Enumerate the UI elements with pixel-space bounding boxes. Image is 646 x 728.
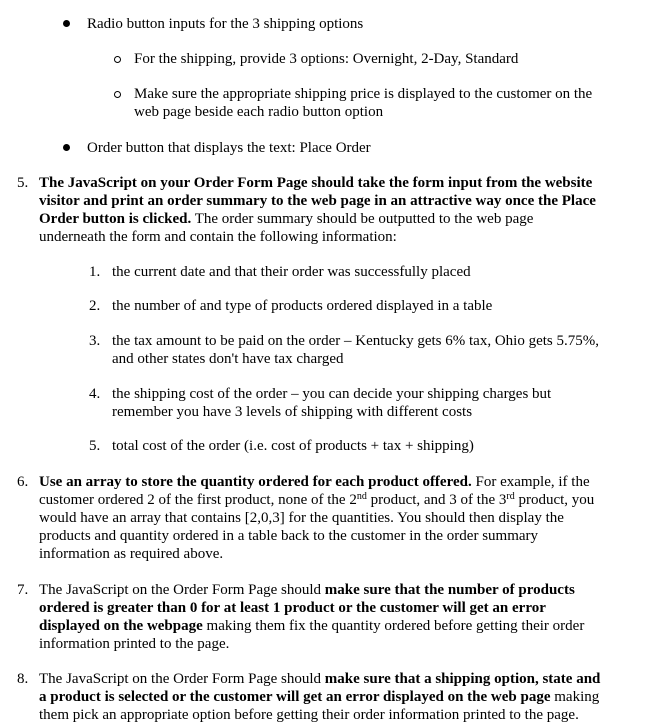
bullet-radio-text: Radio button inputs for the 3 shipping options <box>87 16 364 32</box>
sub-item-text: the current date and that their order was successfully placed <box>112 264 471 280</box>
item6-line5: information as required above. <box>39 546 224 562</box>
sub-item-number: 3. <box>89 333 101 349</box>
sub-item-number: 2. <box>89 298 101 314</box>
item5-line4: underneath the form and contain the following information: <box>39 229 397 245</box>
item8-line2: a product is selected or the customer will get an error displayed on the web page making <box>39 689 600 705</box>
sub-item-text: the tax amount to be paid on the order – Kentucky gets 6% tax, Ohio gets 5.75%, <box>112 333 599 349</box>
bullet-shipping-price-line2: web page beside each radio button option <box>134 104 384 120</box>
item5-line2: visitor and print an order summary to the web page in an attractive way once the Place <box>39 193 596 209</box>
item7-line1: The JavaScript on the Order Form Page should make sure that the number of products <box>39 582 575 598</box>
bullet-circle-icon <box>114 91 121 98</box>
item7-line3: displayed on the webpage making them fix the quantity ordered before getting their order <box>39 618 585 634</box>
item7-line4: information printed to the page. <box>39 636 230 652</box>
item-number: 5. <box>17 175 29 191</box>
bullet-disc-icon <box>63 20 70 27</box>
sub-item-number: 1. <box>89 264 101 280</box>
item7-line2: ordered is greater than 0 for at least 1 product or the customer will get an error <box>39 600 546 616</box>
item5-line3: Order button is clicked. The order summary should be outputted to the web page <box>39 211 534 227</box>
bullet-disc-icon <box>63 144 70 151</box>
sub-item-number: 4. <box>89 386 101 402</box>
sub-item-text: the shipping cost of the order – you can decide your shipping charges but <box>112 386 552 402</box>
sub-item-text: the number of and type of products ordered displayed in a table <box>112 298 493 314</box>
item8-line1: The JavaScript on the Order Form Page should make sure that a shipping option, state and <box>39 671 601 687</box>
sub-item-number: 5. <box>89 438 101 454</box>
item6-line4: products and quantity ordered in a table back to the customer in the order summary <box>39 528 539 544</box>
item5-line1: The JavaScript on your Order Form Page should take the form input from the website <box>39 175 593 191</box>
bullet-order-button-text: Order button that displays the text: Place Order <box>87 140 371 156</box>
item-number: 7. <box>17 582 29 598</box>
bullet-circle-icon <box>114 56 121 63</box>
sub-item-text: total cost of the order (i.e. cost of products + tax + shipping) <box>112 438 474 454</box>
item6-line3: would have an array that contains [2,0,3] for the quantities. You should then display the <box>39 510 564 526</box>
item6-line2: customer ordered 2 of the first product, none of the 2nd product, and 3 of the 3rd product, you <box>39 491 595 508</box>
sub-item-text: and other states don't have tax charged <box>112 351 344 367</box>
item-number: 6. <box>17 474 29 490</box>
item-number: 8. <box>17 671 29 687</box>
item6-line1: Use an array to store the quantity ordered for each product offered. For example, if the <box>39 474 590 490</box>
bullet-shipping-price-line1: Make sure the appropriate shipping price is displayed to the customer on the <box>134 86 593 102</box>
bullet-shipping-options-text: For the shipping, provide 3 options: Overnight, 2-Day, Standard <box>134 51 519 67</box>
sub-item-text: remember you have 3 levels of shipping with different costs <box>112 404 473 420</box>
item8-line3: them pick an appropriate option before getting their order information printed to the page. <box>39 707 579 723</box>
